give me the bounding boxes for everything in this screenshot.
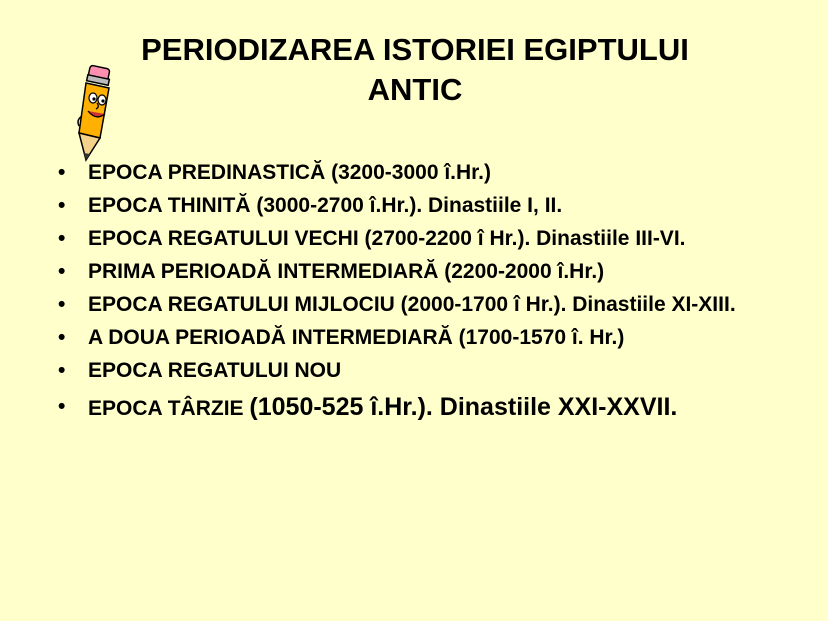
list-item-text-part2: (1050-525 î.Hr.). Dinastiile XXI-XXVII. xyxy=(249,393,678,421)
list-item xyxy=(58,194,808,218)
list-item-text: A DOUA PERIOADĂ INTERMEDIARĂ (1700-1570 î. Hr.) xyxy=(88,326,625,349)
list-item-text-part1: EPOCA TÂRZIE xyxy=(88,397,250,420)
bullet-icon: • xyxy=(58,260,66,283)
bullet-icon: • xyxy=(58,395,66,418)
bullet-icon: • xyxy=(58,293,66,316)
list-item-text: PRIMA PERIOADĂ INTERMEDIARĂ (2200-2000 î.Hr.) xyxy=(88,260,605,283)
pencil-cartoon-icon xyxy=(74,64,118,164)
bullet-icon: • xyxy=(58,227,66,250)
title-line-1: PERIODIZAREA ISTORIEI EGIPTULUI xyxy=(141,32,689,67)
bullet-icon: • xyxy=(58,326,66,349)
list-item-text: EPOCA REGATULUI VECHI (2700-2200 î Hr.). Dinastiile III-VI. xyxy=(88,227,686,250)
bullet-icon: • xyxy=(58,194,66,217)
list-item xyxy=(58,161,808,185)
list-item-text: EPOCA REGATULUI MIJLOCIU (2000-1700 î Hr.). Dinastiile XI-XIII. xyxy=(88,293,736,316)
list-item-text: EPOCA REGATULUI NOU xyxy=(88,359,342,382)
period-list xyxy=(58,161,808,431)
list-item xyxy=(58,293,808,317)
bullet-icon: • xyxy=(58,161,66,184)
list-item-text: EPOCA PREDINASTICĂ (3200-3000 î.Hr.) xyxy=(88,161,492,184)
list-item xyxy=(58,326,808,350)
bullet-icon: • xyxy=(58,359,66,382)
list-item-text: EPOCA THINITĂ (3000-2700 î.Hr.). Dinastiile I, II. xyxy=(88,194,563,217)
slide-title xyxy=(60,30,770,110)
list-item xyxy=(58,392,808,422)
list-item xyxy=(58,359,808,383)
list-item xyxy=(58,227,808,251)
list-item xyxy=(58,260,808,284)
title-line-2: ANTIC xyxy=(367,72,463,107)
